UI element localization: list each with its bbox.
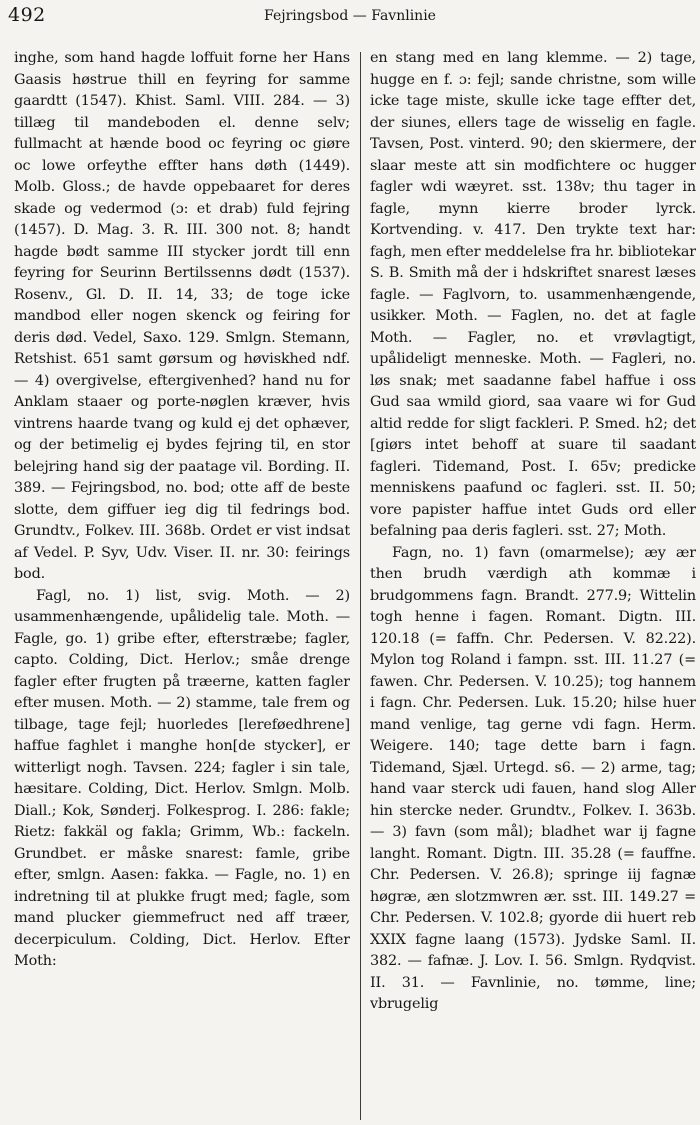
page-number: 492 [8,4,46,26]
text-columns [14,48,698,1122]
entry-paragraph-fagl: Fagl, no. 1) list, svig. Moth. — 2) usammenhængende, upålidelig tale. Moth. — Fagle, go. 1) gribe efter, efterstræbe; fagler, capto. Colding, Dict. Herlov.; småe drenge fagler efter frugten på træerne, katten fagler efter musen. Moth. — 2) stamme, tale frem og tilbage, tage fejl; huorledes [lereføedhrene] haffue faghlet i manghe hon[de stycker], er witterligt nogh. Tavsen. 224; fagler i sin tale, hæsitare. Colding, Dict. Herlov. Smlgn. Molb. Diall.; Kok, Sønderj. Folkesprog. I. 286: fakle; Rietz: fakkäl og fakla; Grimm, Wb.: fackeln. Grundbet. er måske snarest: famle, gribe efter, smlgn. Aasen: fakka. — Fagle, no. 1) en indretning til at plukke frugt med; fagle, som mand plucker giemmefruct ned aff træer, decerpiculum. Colding, Dict. Herlov. Efter Moth: [14,587,350,969]
running-head: Fejringsbod — Favnlinie [264,8,436,24]
right-column [370,48,696,1122]
entry-paragraph-fagn: Fagn, no. 1) favn (omarmelse); æy ær then brudh værdigh ath kommæ i brudgommens fagn. Brandt. 277.9; Wittelin togh henne i fagen. Romant. Digtn. III. 120.18 (= faffn. Chr. Pedersen. V. 82.22). Mylon tog Roland i fampn. sst. III. 11.27 (= fawen. Chr. Pedersen. V. 10.25); tog hannem i fagn. Chr. Pedersen. Luk. 15.20; hilse huer mand venlige, tag gerne vdi fagn. Herm. Weigere. 140; tage dette barn i fagn. Tidemand, Sjæl. Urtegd. s6. — 2) arme, tag; hand vaar sterck udi fauen, hand slog Aller hin stercke neder. Grundtv., Folkev. I. 363b. — 3) favn (som mål); bladhet war ij fagne langht. Romant. Digtn. III. 35.28 (= fauffne. Chr. Pedersen. V. 26.8); springe iij fagnæ høgræ, æn slotzmwren ær. sst. III. 149.27 = Chr. Pedersen. V. 102.8; gyorde dii huert reb XXIX fagne laang (1573). Jydske Saml. II. 382. — fafnæ. J. Lov. I. 56. Smlgn. Rydqvist. II. 31. — Favnlinie, no. tømme, line; vbrugelig [370,544,696,1012]
column-divider [360,52,361,1120]
page-header [0,0,700,40]
left-column [14,48,350,1122]
continued-entry-paragraph: en stang med en lang klemme. — 2) tage, hugge en f. ɔ: fejl; sande christne, som wille icke tage miste, skulle icke tage effter det, der siunes, ellers tage de wisselig en fagle. Tavsen, Post. vinterd. 90; den skiermere, der slaar meste att sin modfichtere oc hugger fagler wdi wæyret. sst. 138v; thu tager in fagle, mynn kierre broder lyrck. Kortvending. v. 417. Den trykte text har: fagh, men efter meddelelse fra hr. bibliotekar S. B. Smith må der i hdskriftet snarest læses fagle. — Faglvorn, to. usammenhængende, usikker. Moth. — Faglen, no. det at fagle Moth. — Fagler, no. et vrøvlagtigt, upålideligt menneske. Moth. — Fagleri, no. løs snak; met saadanne fabel haffue i oss Gud saa wmild giord, saa vaare wi for Gud altid redde for sligt fackleri. P. Smed. h2; det [giørs intet behoff at suare til saadant fagleri. Tidemand, Post. I. 65v; predicke menniskens paafund oc fagleri. sst. II. 50; vore papister haffue intet Guds ord eller befalning paa deris fagleri. sst. 27; Moth. [370,50,696,539]
continued-entry-paragraph: inghe, som hand hagde loffuit forne her Hans Gaasis høstrue thill en feyring for samme gaardtt (1547). Khist. Saml. VIII. 284. — 3) tillæg til mandeboden el. denne selv; fullmacht at hænde bood oc feyring oc giøre oc lowe orfeythe effter hans døth (1449). Molb. Gloss.; de havde oppebaaret for deres skade og vedermod (ɔ: et drab) fuld fejring (1457). D. Mag. 3. R. III. 300 not. 8; handt hagde bødt samme III stycker jordt till enn feyring for Seurinn Bertilssenns dødt (1537). Rosenv., Gl. D. II. 14, 33; de toge icke mandbod eller nogen skenck og feiring for deris død. Vedel, Saxo. 129. Smlgn. Stemann, Retshist. 651 samt gørsum og høviskhed ndf. — 4) overgivelse, eftergivenhed? hand nu for Anklam staaer og porte-nøglen kræver, hvis vintrens haarde tvang og kuld ej det ophæver, og der betimelig ej bydes fejring til, en stor belejring hand sig der paatage vil. Bording. II. 389. — Fejringsbod, no. bod; otte aff de beste slotte, dem giffuer ieg dig til fedrings bod. Grundtv., Folkev. III. 368b. Ordet er vist indsat af Vedel. P. Syv, Udv. Viser. II. nr. 30: feirings bod. [14,50,350,582]
